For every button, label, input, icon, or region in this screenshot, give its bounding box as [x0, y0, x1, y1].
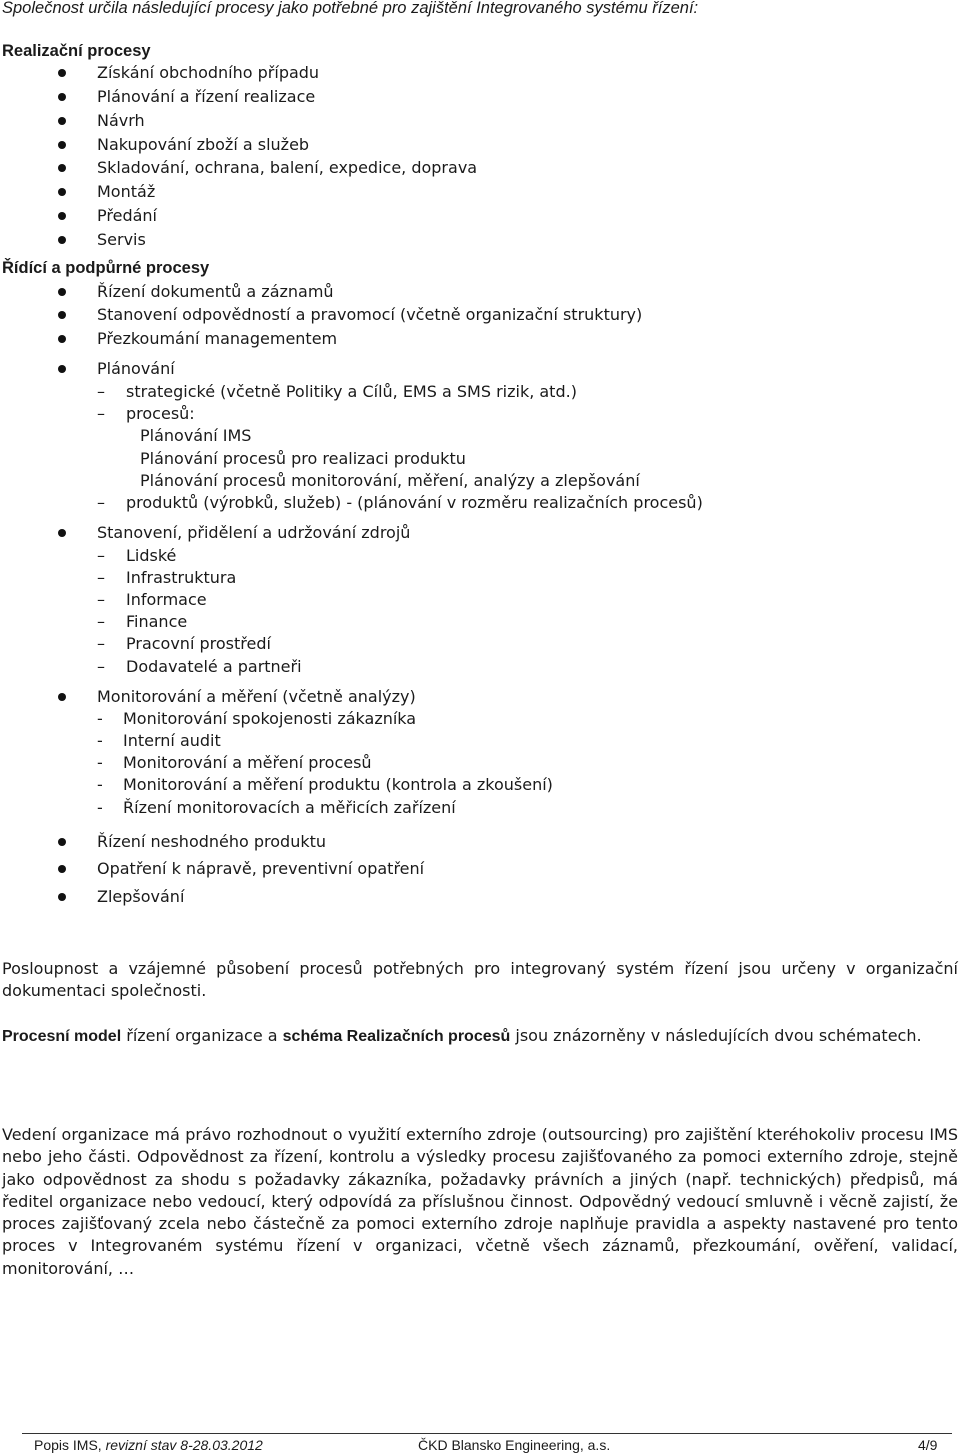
dash-icon: –: [97, 546, 105, 565]
section-heading-ridici: Řídící a podpůrné procesy: [2, 259, 210, 277]
bullet-icon: [58, 93, 66, 101]
sub-item: Interní audit: [123, 731, 221, 750]
dash-icon: –: [97, 404, 105, 423]
sub-item: procesů:: [126, 404, 195, 423]
hyphen-icon: -: [97, 753, 103, 772]
bullet-icon: [58, 288, 66, 296]
bullet-icon: [58, 117, 66, 125]
bullet-icon: [58, 236, 66, 244]
revision-status: revizní stav 8-28.03.2012: [105, 1437, 263, 1453]
sub-item: Lidské: [126, 546, 177, 565]
hyphen-icon: -: [97, 709, 103, 728]
bullet-icon: [58, 69, 66, 77]
bullet-icon: [58, 141, 66, 149]
procesni-model-bold: Procesní model: [2, 1028, 122, 1045]
bullet-icon: [58, 335, 66, 343]
page-number: 4/9: [918, 1437, 938, 1453]
hyphen-icon: -: [97, 775, 103, 794]
intro-text: Společnost určila následující procesy jako potřebné pro zajištění Integrovaného systému řízení:: [2, 0, 699, 17]
footer-left: Popis IMS, revizní stav 8-28.03.2012: [34, 1437, 263, 1453]
sub-item: Monitorování a měření produktu (kontrola a zkoušení): [123, 775, 553, 794]
sub-item: Informace: [126, 590, 207, 609]
hyphen-icon: -: [97, 798, 103, 817]
bullet-icon: [58, 529, 66, 537]
paragraph-posloupnost: Posloupnost a vzájemné působení procesů potřebných pro integrovaný systém řízení jsou určeny v organizační dokumentaci společnosti.: [2, 959, 958, 1001]
bullet-icon: [58, 365, 66, 373]
footer-company: ČKD Blansko Engineering, a.s.: [418, 1437, 611, 1453]
sub-item: Infrastruktura: [126, 568, 237, 587]
paragraph-outsourcing: Vedení organizace má právo rozhodnout o využití externího zdroje (outsourcing) pro zajištění kteréhokoliv procesu IMS nebo jeho části. Odpovědnost za řízení, kontrolu a výsledky procesu zajišťovaného za pomoci externího zdroje, stejně jako odpovědnost za shodu s požadavky zákazníka, požadavky právních a jiných (např. technických) předpisů, má ředitel organizace nebo vedoucí, který odpovídá za příslušnou činnost. Odpovědný vedoucí smluvně i věcně zajistí, že proces zajišťovaný zcela nebo částečně za pomoci externího zdroje naplňuje pravidla a aspekty nastavené pro tento proces v Integrovaném systému řízení v organizaci, včetně všech záznamů, přezkoumání, ověření, validací, monitorování, …: [2, 1125, 958, 1278]
sub-item: produktů (výrobků, služeb) - (plánování v rozměru realizačních procesů): [126, 493, 703, 512]
section-heading-realizacni: Realizační procesy: [2, 42, 151, 60]
sub-item: strategické (včetně Politiky a Cílů, EMS a SMS rizik, atd.): [126, 382, 577, 401]
dash-icon: –: [97, 634, 105, 653]
bullet-icon: [58, 838, 66, 846]
sub-item: Řízení monitorovacích a měřicích zařízení: [123, 798, 456, 817]
bullet-icon: [58, 188, 66, 196]
schema-bold: schéma Realizačních procesů: [282, 1028, 511, 1045]
sub-item: Monitorování a měření procesů: [123, 753, 372, 772]
dash-icon: –: [97, 493, 105, 512]
bullet-icon: [58, 164, 66, 172]
sub-sub-item: Plánování procesů monitorování, měření, analýzy a zlepšování: [140, 471, 640, 490]
bullet-icon: [58, 865, 66, 873]
sub-sub-item: Plánování IMS: [140, 426, 252, 445]
dash-icon: –: [97, 612, 105, 631]
bullet-icon: [58, 212, 66, 220]
dash-icon: –: [97, 568, 105, 587]
sub-item: Dodavatelé a partneři: [126, 657, 302, 676]
sub-item: Pracovní prostředí: [126, 634, 271, 653]
dash-icon: –: [97, 657, 105, 676]
bullet-icon: [58, 311, 66, 319]
bullet-icon: [58, 693, 66, 701]
sub-sub-item: Plánování procesů pro realizaci produktu: [140, 449, 466, 468]
footer-divider: [22, 1433, 952, 1434]
dash-icon: –: [97, 590, 105, 609]
sub-item: Finance: [126, 612, 188, 631]
paragraph-procesni-model: Procesní model řízení organizace a schéma Realizačních procesů jsou znázorněny v následujících dvou schématech.: [2, 1026, 922, 1045]
sub-item: Monitorování spokojenosti zákazníka: [123, 709, 417, 728]
bullet-icon: [58, 893, 66, 901]
dash-icon: –: [97, 382, 105, 401]
hyphen-icon: -: [97, 731, 103, 750]
